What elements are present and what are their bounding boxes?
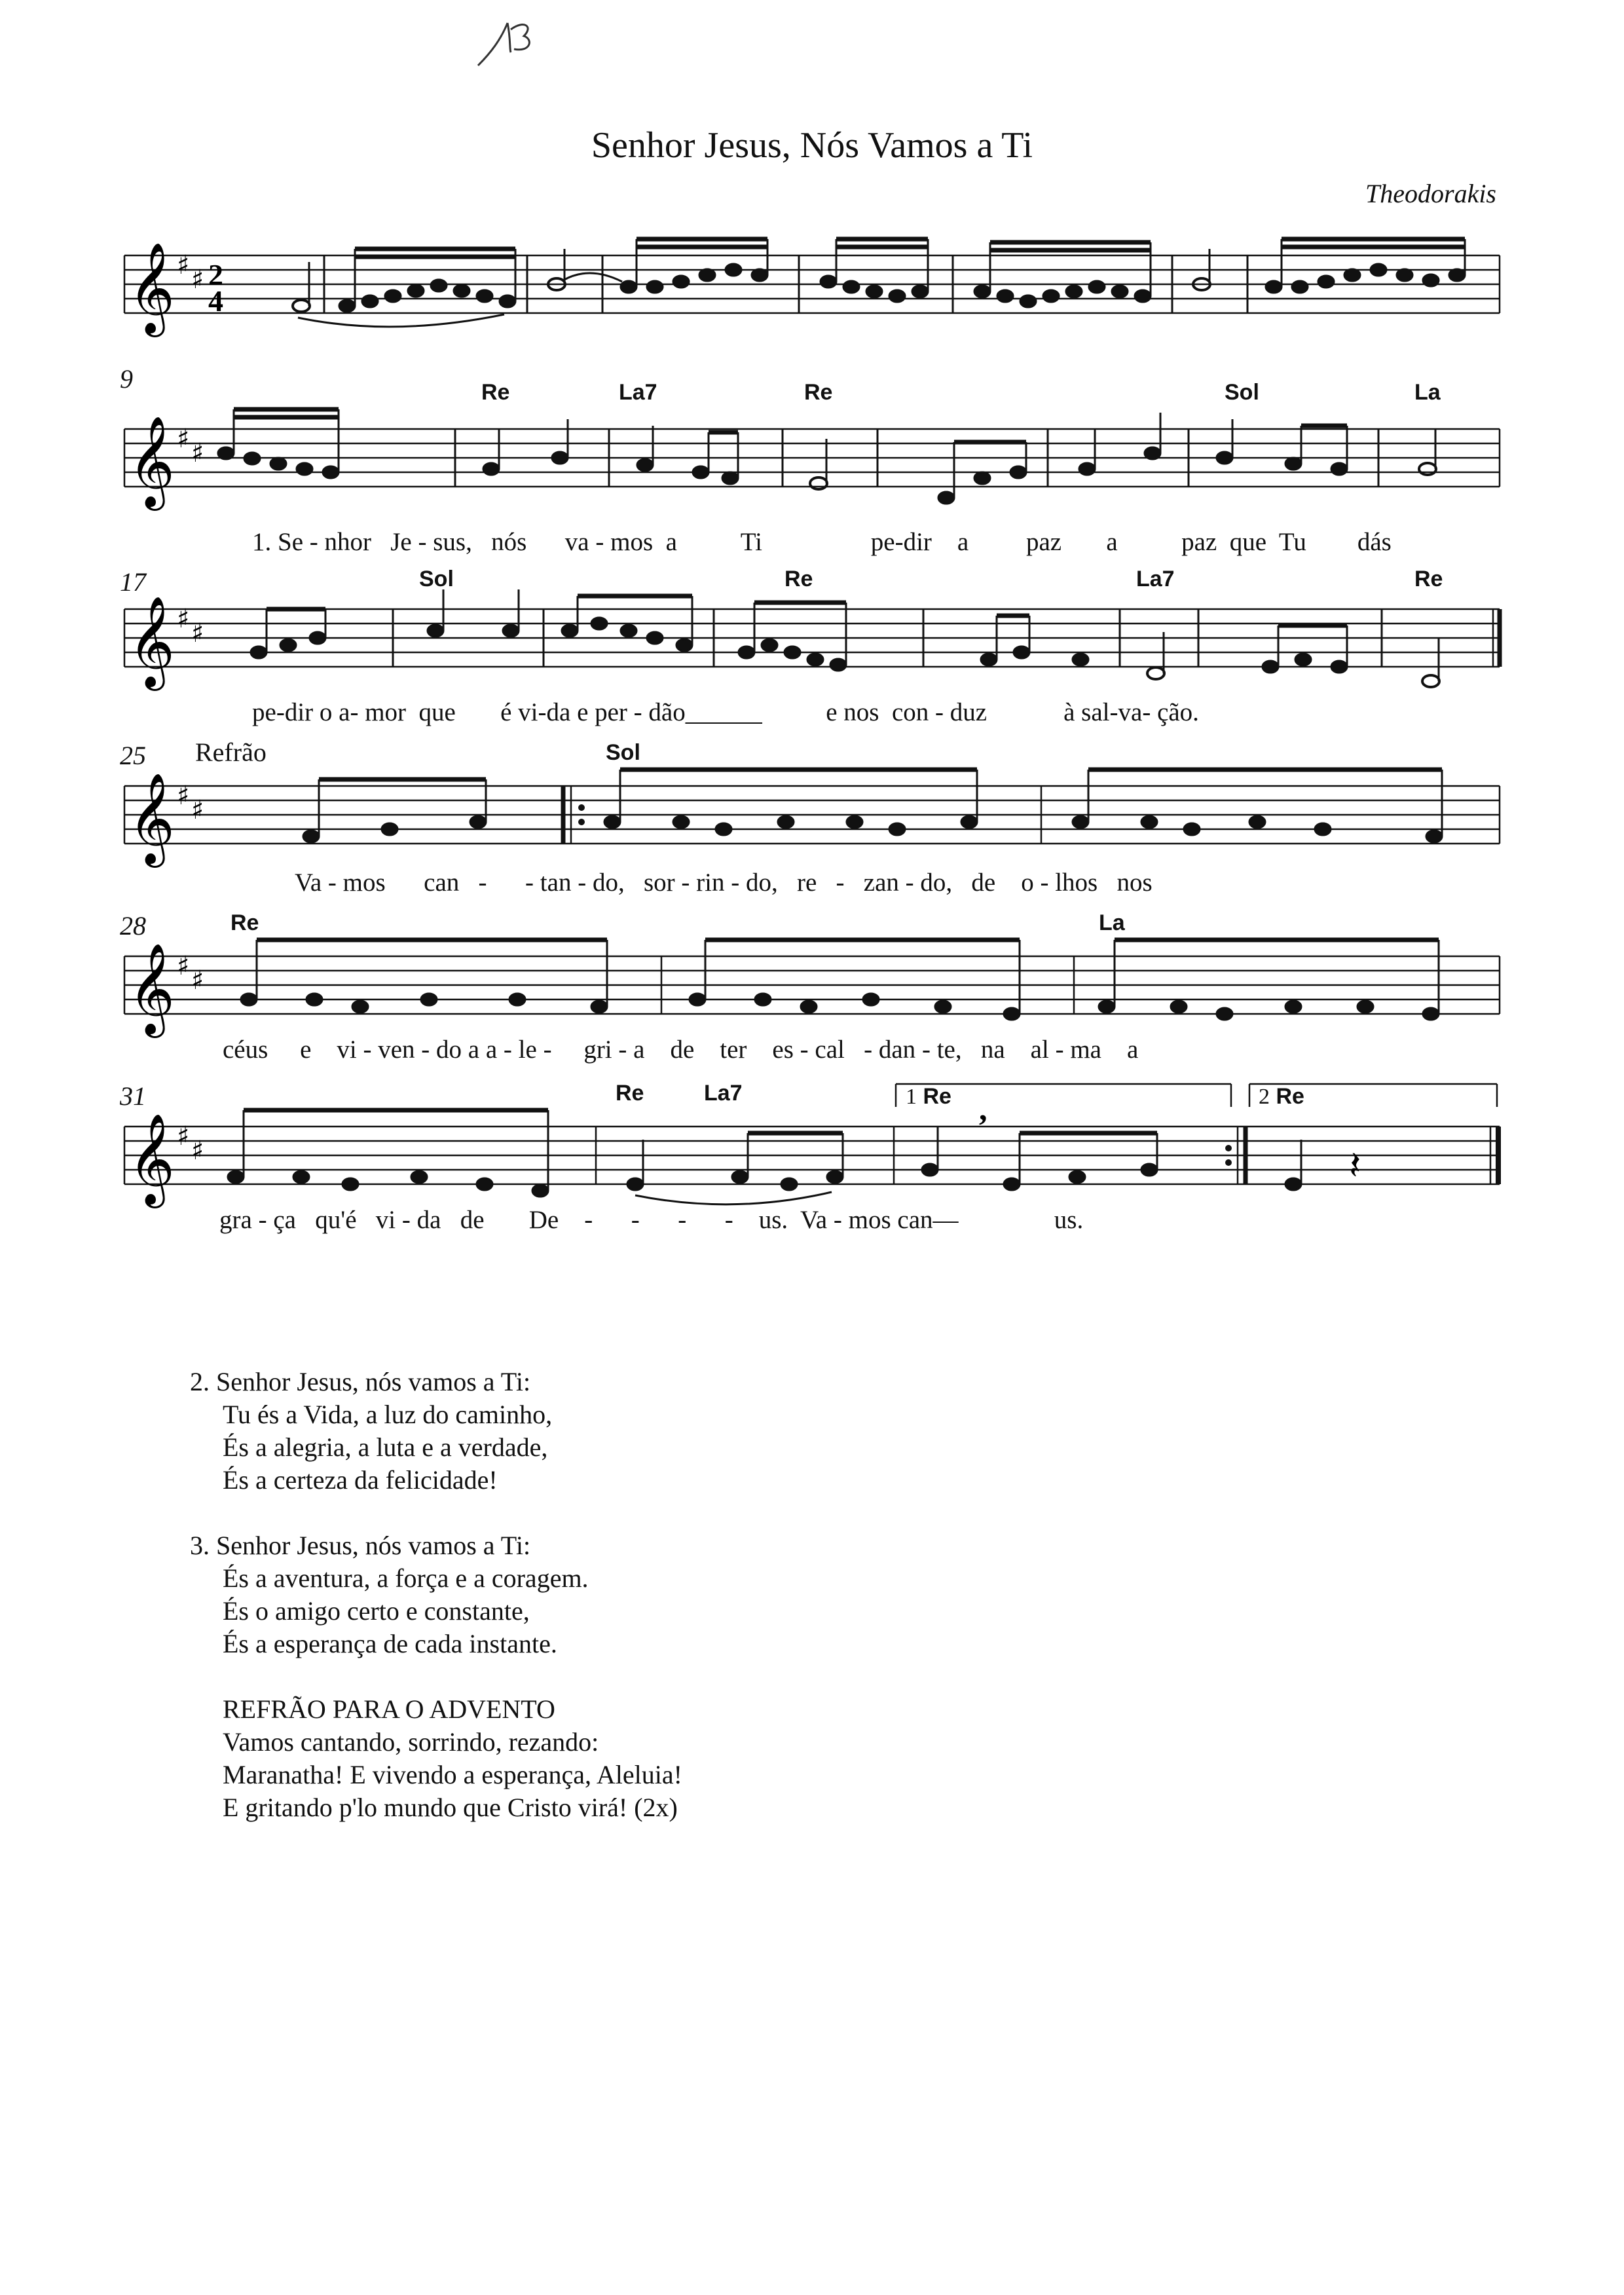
syllable: - [1055,1036,1064,1064]
lyric-line-1 [252,527,1392,557]
syllable: Va [800,1206,828,1234]
chord: La7 [1136,567,1175,591]
verse-2 [190,1366,682,1497]
svg-text:𝄞: 𝄞 [128,242,175,333]
chord: La7 [704,1081,743,1106]
measure-number: 9 [120,364,133,394]
syllable: ção. [1157,698,1199,726]
syllable: ma [1070,1036,1101,1064]
svg-text:𝄞: 𝄞 [128,596,175,687]
syllable: al [1030,1036,1049,1064]
syllable: qu'é [315,1206,357,1234]
volta-1-label [906,1084,951,1110]
syllable: va [564,528,589,556]
chord: Re [616,1081,644,1106]
syllable: zan [863,868,899,897]
volta-2-label [1259,1084,1304,1110]
syllable: Va [295,868,322,897]
syllable: da [416,1206,441,1234]
syllable: da [546,698,571,726]
staff-4 [0,740,1624,871]
syllable: - [401,1206,411,1234]
syllable: - [921,1036,931,1064]
handwritten-mark [471,13,544,72]
syllable: mos [848,1206,891,1234]
syllable: - [1142,698,1151,726]
advent-refrain [190,1693,682,1824]
composer: Theodorakis [1365,179,1496,208]
syllable: e per [577,698,627,726]
syllable: à [1063,698,1075,726]
syllable: - [633,698,642,726]
system-5 [0,910,1624,1081]
measure-number: 17 [120,567,146,597]
syllable: - [309,528,318,556]
syllable: sal [1081,698,1110,726]
system-6 [0,1081,1624,1251]
syllable: - [503,1036,512,1064]
syllable: - [418,528,427,556]
syllable: ça [273,1206,296,1234]
syllable: - [478,868,487,897]
syllable: - [595,528,604,556]
syllable: a [1106,528,1118,556]
svg-text:♯: ♯ [191,438,204,468]
syllable: 1. Se [252,528,303,556]
syllable: - [800,1036,809,1064]
syllable: e nos [826,698,879,726]
measure-number: 28 [120,911,146,941]
verse-line: Senhor Jesus, nós vamos a Ti: [216,1531,531,1560]
syllable: - [584,1206,593,1234]
syllable: - [350,698,359,726]
syllable: vi [337,1036,357,1064]
svg-text:,: , [979,1091,987,1127]
verse-number: 2. [190,1367,210,1396]
syllable: dão [648,698,686,726]
system-3 [0,567,1624,753]
syllable: a [1126,1036,1139,1064]
syllable: tan [540,868,572,897]
verse-line: És a certeza da felicidade! [223,1465,498,1495]
syllable: - [578,868,587,897]
syllable: le [518,1036,537,1064]
syllable: Tu [1278,528,1306,556]
syllable: nhor [324,528,371,556]
syllable: mor [365,698,407,726]
chord: Re [481,380,510,405]
syllable: pe [870,528,895,556]
chord: Re [804,380,833,405]
measure-number: 31 [120,1081,146,1111]
svg-text:♯: ♯ [191,265,204,295]
verse-line: És a aventura, a força e a coragem. [223,1563,589,1593]
svg-text:♯: ♯ [191,618,204,648]
staff-6 [0,1081,1624,1212]
syllable: - [538,698,547,726]
syllable: - [681,868,690,897]
lyric-line-refrain-3 [219,1205,1083,1235]
syllable: na [980,1036,1005,1064]
chord: Re [231,910,259,935]
verse-3 [190,1529,682,1660]
syllable: - [895,528,904,556]
syllable: - [631,1206,640,1234]
syllable: Ti [740,528,763,556]
syllable: a [665,528,677,556]
chord: La [1414,380,1441,405]
svg-text:♯: ♯ [191,965,204,996]
song-title: Senhor Jesus, Nós Vamos a Ti [591,125,1033,166]
syllable: do, [745,868,778,897]
syllable: ter [720,1036,747,1064]
syllable: e [300,1036,312,1064]
verse-number: 3. [190,1531,210,1560]
syllable: - [618,1036,627,1064]
syllable: us. [1054,1206,1084,1234]
syllable: de [971,868,996,897]
syllable: céus [223,1036,268,1064]
syllable: - [258,1206,267,1234]
time-signature-top: 2 [208,258,223,291]
svg-text:𝄽: 𝄽 [1349,1143,1361,1189]
verse-line: És a alegria, a luta e a verdade, [223,1432,548,1462]
verse-line: És a esperança de cada instante. [223,1629,557,1658]
syllable: - [276,698,285,726]
syllable: ven [378,1036,415,1064]
chord: Re [923,1084,951,1109]
syllable: rin [696,868,725,897]
lyric-line-2: pe-dir o a- mor que é vi-da e per - dão______ e nos con - duz à sal-va- ção. [252,698,1199,726]
refrain-line: E gritando p'lo mundo que Cristo virá! (2x) [223,1793,678,1822]
syllable: re [796,868,817,897]
verses [190,1366,682,1857]
syllable: a [633,1036,645,1064]
syllable: duz [950,698,987,726]
syllable: - [543,1036,552,1064]
chord: Re [1414,567,1443,591]
ending-number: 2 [1259,1085,1270,1109]
syllable: can— [897,1206,959,1234]
system-4 [0,737,1624,924]
svg-text:♯: ♯ [177,250,190,280]
svg-text:♯: ♯ [177,781,190,811]
syllable: - [678,1206,687,1234]
staff-1-notes [0,223,1624,341]
chord: Sol [606,740,640,765]
svg-text:♯: ♯ [177,1121,190,1151]
svg-text:♯: ♯ [177,951,190,981]
verse-line: Senhor Jesus, nós vamos a Ti: [216,1367,531,1396]
verse-line: Tu és a Vida, a luz do caminho, [223,1400,553,1429]
time-signature-bottom: 4 [208,284,223,318]
svg-text:♯: ♯ [191,1136,204,1166]
syllable: - [731,868,740,897]
syllable: - [1109,698,1118,726]
syllable: - [724,1206,733,1234]
refrain-line: Vamos cantando, sorrindo, rezando: [223,1727,599,1757]
syllable: te, [936,1036,962,1064]
lyric-line-refrain-1 [295,868,1153,897]
syllable: que [1229,528,1267,556]
syllable: Je [390,528,412,556]
svg-text:𝄞: 𝄞 [128,1113,175,1204]
chord: La [1099,910,1125,935]
syllable: paz [1181,528,1217,556]
syllable: a [957,528,969,556]
chord: Re [784,567,813,591]
syllable: nos [1116,868,1153,897]
syllable: mos [610,528,654,556]
chord: Sol [419,567,454,591]
system-1 [0,223,1624,341]
syllable: - [525,868,534,897]
svg-text:♯: ♯ [177,424,190,454]
syllable: - [836,868,845,897]
syllable: - [363,1036,372,1064]
syllable: cal [815,1036,845,1064]
refrain-line: Maranatha! E vivendo a esperança, Aleluia! [223,1760,682,1789]
syllable: do, [592,868,625,897]
syllable: é [500,698,512,726]
measure-number: 25 [120,741,146,770]
section-label: Refrão [195,737,267,767]
syllable: do a a [436,1036,498,1064]
syllable: gra [219,1206,252,1234]
syllable: sor [643,868,675,897]
verse-line: És o amigo certo e constante, [223,1596,530,1626]
advent-refrain-heading: REFRÃO PARA O ADVENTO [223,1694,555,1724]
syllable: - [864,1036,873,1064]
syllable: va [1118,698,1143,726]
ending-number: 1 [906,1085,917,1109]
lyric-line-refrain-2 [223,1035,1138,1064]
syllable: can [424,868,460,897]
chord: Re [1276,1084,1304,1109]
syllable: dir [284,698,314,726]
syllable: lhos [1055,868,1098,897]
svg-text:♯: ♯ [191,795,204,825]
chord: Sol [1225,380,1259,405]
syllable: pe [252,698,276,726]
syllable: dás [1357,528,1392,556]
syllable: dan [878,1036,916,1064]
syllable: de [460,1206,485,1234]
syllable: vi [375,1206,396,1234]
syllable: con [891,698,929,726]
syllable: us. [758,1206,788,1234]
syllable: dir [903,528,932,556]
syllable: do, [920,868,953,897]
syllable: mos [342,868,386,897]
syllable: - [833,1206,842,1234]
svg-text:𝄞: 𝄞 [128,943,175,1034]
syllable: o a [319,698,350,726]
syllable: o [1021,868,1034,897]
syllable: gri [583,1036,612,1064]
syllable: de [670,1036,695,1064]
syllable: sus, [433,528,472,556]
syllable: De [528,1206,559,1234]
syllable: nós [491,528,527,556]
syllable: paz [1025,528,1062,556]
svg-text:𝄞: 𝄞 [128,773,175,864]
svg-text:♯: ♯ [177,604,190,634]
syllable: - [327,868,337,897]
syllable: - [935,698,944,726]
syllable: es [772,1036,794,1064]
chord: La7 [619,380,657,405]
syllable: - [421,1036,430,1064]
syllable: - [905,868,914,897]
syllable: vi [518,698,538,726]
syllable: - [1040,868,1049,897]
svg-text:𝄞: 𝄞 [128,416,175,507]
syllable: que [418,698,456,726]
